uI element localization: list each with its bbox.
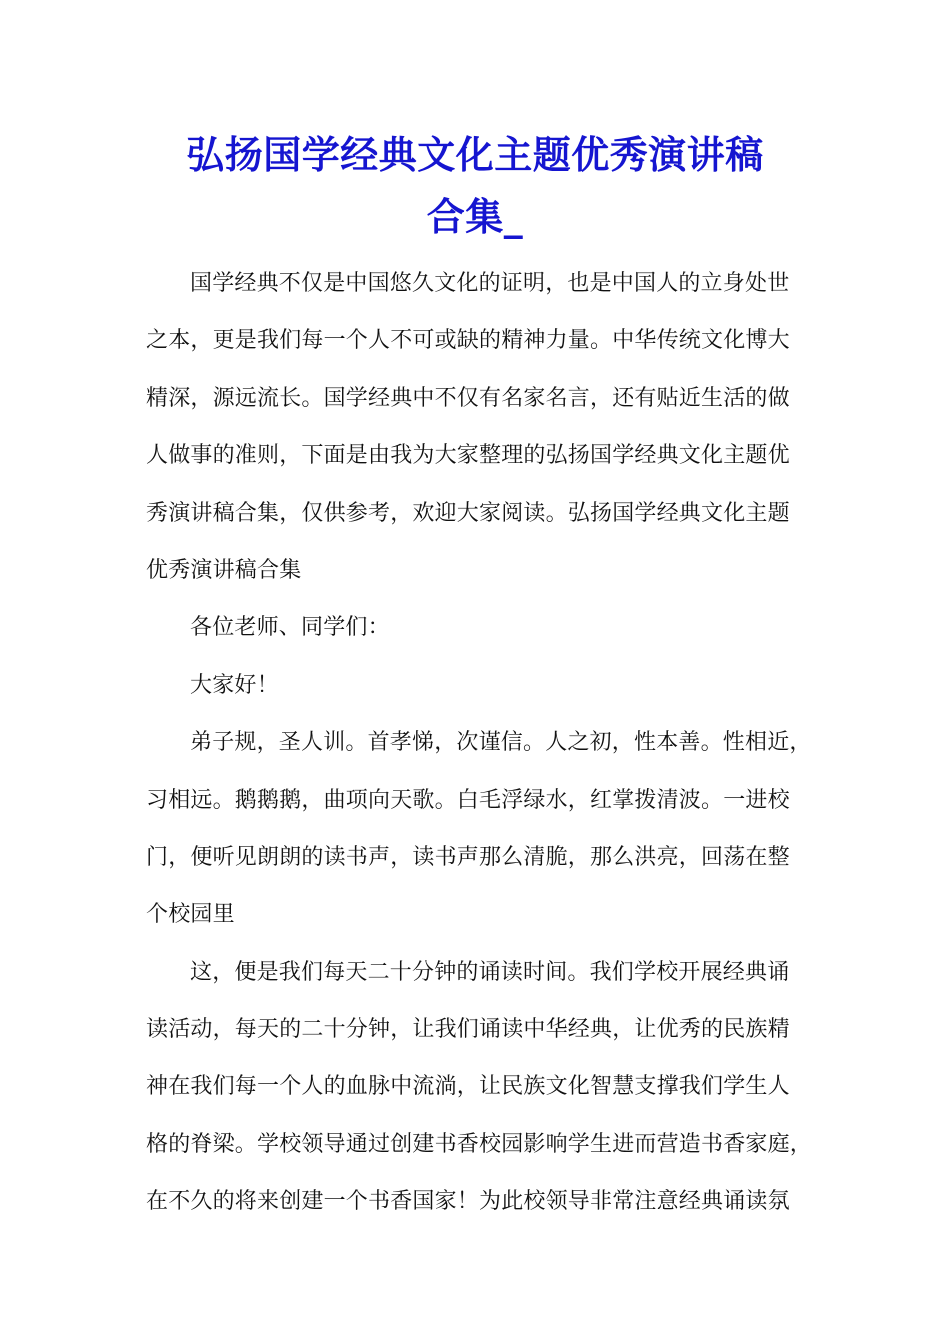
document-body (146, 255, 813, 1231)
paragraph-line: 习相远。鹅鹅鹅，曲项向天歌。白毛浮绿水，红掌拨清波。一进校 (146, 787, 790, 813)
salutation: 各位老师、同学们： (190, 615, 390, 641)
title-line-2: 合集_ (426, 194, 524, 239)
document-title (120, 124, 830, 248)
paragraph-line: 这，便是我们每天二十分钟的诵读时间。我们学校开展经典诵 (190, 959, 790, 985)
paragraph-line: 读活动，每天的二十分钟，让我们诵读中华经典，让优秀的民族精 (146, 1017, 790, 1043)
title-line-1: 弘扬国学经典文化主题优秀演讲稿 (186, 132, 764, 177)
paragraph-line: 在不久的将来创建一个书香国家！为此校领导非常注意经典诵读氛 (146, 1189, 790, 1215)
paragraph-line: 弟子规，圣人训。首孝悌，次谨信。人之初，性本善。性相近， (190, 730, 812, 756)
paragraph-line: 优秀演讲稿合集 (146, 557, 302, 583)
paragraph-line: 门，便听见朗朗的读书声，读书声那么清脆，那么洪亮，回荡在整 (146, 844, 790, 870)
paragraph-line: 秀演讲稿合集，仅供参考，欢迎大家阅读。弘扬国学经典文化主题 (146, 500, 790, 526)
paragraph-line: 人做事的准则，下面是由我为大家整理的弘扬国学经典文化主题优 (146, 443, 790, 469)
paragraph-line: 格的脊梁。学校领导通过创建书香校园影响学生进而营造书香家庭， (146, 1131, 813, 1157)
paragraph-line: 个校园里 (146, 902, 235, 928)
paragraph-line: 神在我们每一个人的血脉中流淌，让民族文化智慧支撑我们学生人 (146, 1074, 790, 1100)
greeting: 大家好！ (190, 672, 279, 698)
paragraph-line: 之本，更是我们每一个人不可或缺的精神力量。中华传统文化博大 (146, 328, 790, 354)
paragraph-line: 精深，源远流长。国学经典中不仅有名家名言，还有贴近生活的做 (146, 385, 790, 411)
paragraph-line: 国学经典不仅是中国悠久文化的证明，也是中国人的立身处世 (190, 271, 790, 296)
